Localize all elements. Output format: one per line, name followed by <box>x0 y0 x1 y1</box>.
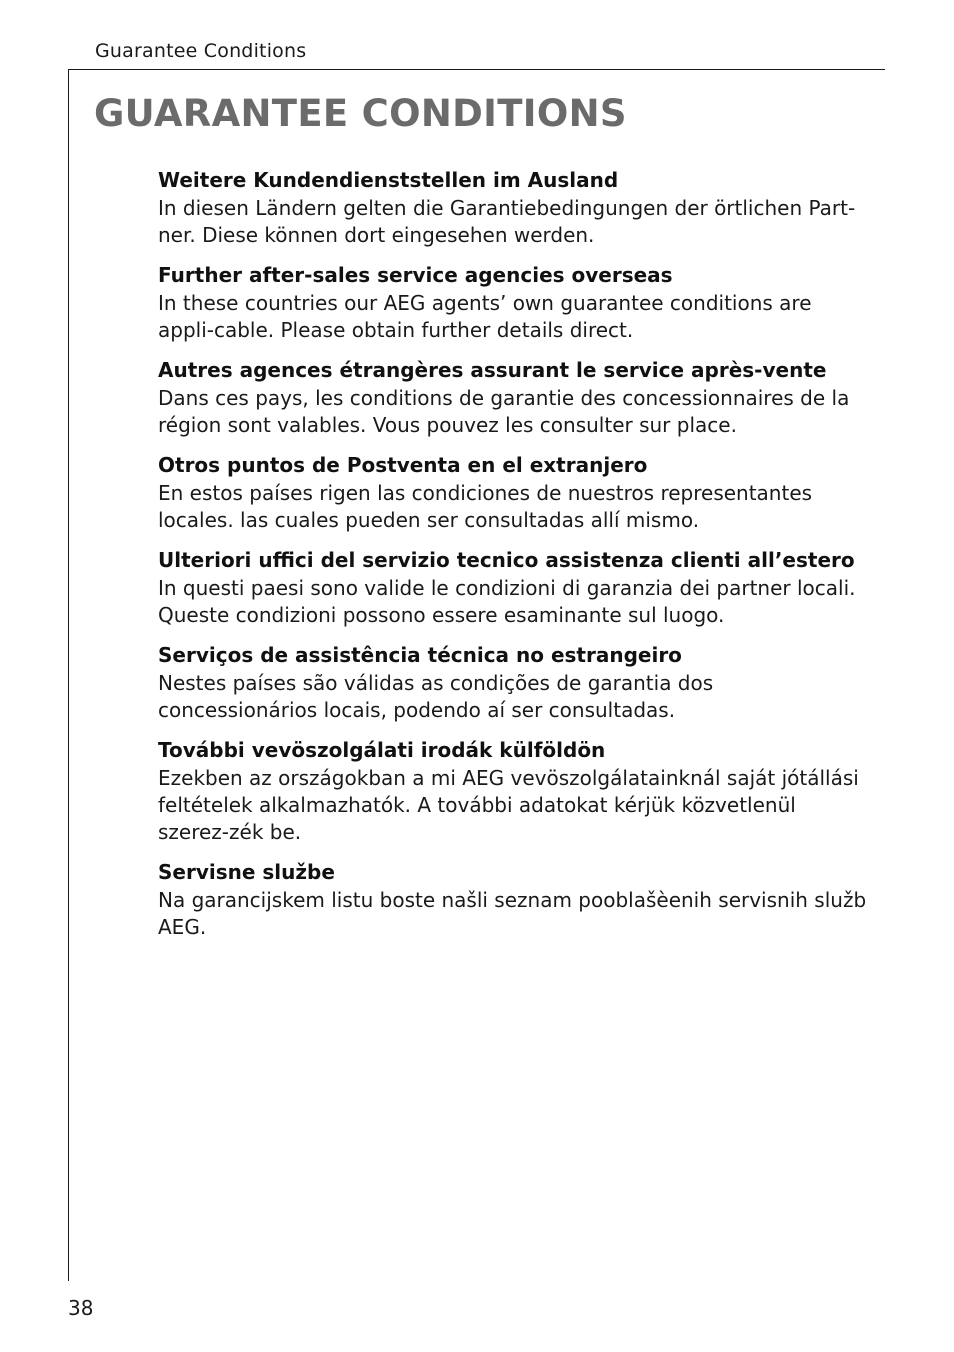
section-heading: Serviços de assistência técnica no estrangeiro <box>158 643 682 667</box>
section-body: En estos países rigen las condiciones de nuestros representantes locales. las cuales pueden ser consultadas allí mismo. <box>158 481 813 532</box>
section-french <box>158 355 868 439</box>
section-english <box>158 260 868 344</box>
page-number: 38 <box>68 1296 94 1320</box>
section-body: In these countries our AEG agents’ own guarantee conditions are appli-cable. Please obtain further details direct. <box>158 291 812 342</box>
section-body: Na garancijskem listu boste našli seznam pooblašèenih servisnih služb AEG. <box>158 888 867 939</box>
section-german <box>158 165 868 249</box>
header-rule <box>68 69 885 70</box>
section-heading: Weitere Kundendienststellen im Ausland <box>158 168 619 192</box>
section-hungarian <box>158 735 868 846</box>
section-heading: Autres agences étrangères assurant le service après-vente <box>158 358 827 382</box>
section-heading: Ulteriori uffici del servizio tecnico assistenza clienti all’estero <box>158 548 855 572</box>
margin-rule <box>68 69 69 1281</box>
section-heading: Otros puntos de Postventa en el extranjero <box>158 453 648 477</box>
page-title: GUARANTEE CONDITIONS <box>94 92 627 135</box>
section-portuguese <box>158 640 868 724</box>
section-slovenian <box>158 857 868 941</box>
section-heading: További vevöszolgálati irodák külföldön <box>158 738 606 762</box>
section-heading: Further after-sales service agencies overseas <box>158 263 673 287</box>
section-heading: Servisne službe <box>158 860 335 884</box>
section-body: Dans ces pays, les conditions de garantie des concessionnaires de la région sont valables. Vous pouvez les consulter sur place. <box>158 386 850 437</box>
content-area <box>158 165 868 952</box>
section-body: Nestes países são válidas as condições de garantia dos concessionários locais, podendo aí ser consultadas. <box>158 671 714 722</box>
section-body: In questi paesi sono valide le condizioni di garanzia dei partner locali. Queste condizioni possono essere esaminante sul luogo. <box>158 576 856 627</box>
section-italian <box>158 545 868 629</box>
section-body: In diesen Ländern gelten die Garantiebedingungen der örtlichen Part-ner. Diese können dort eingesehen werden. <box>158 196 856 247</box>
section-spanish <box>158 450 868 534</box>
running-header: Guarantee Conditions <box>95 40 307 62</box>
section-body: Ezekben az országokban a mi AEG vevöszolgálatainknál saját jótállási feltételek alkalmazhatók. A további adatokat kérjük közvetlenül szerez-zék be. <box>158 766 859 844</box>
